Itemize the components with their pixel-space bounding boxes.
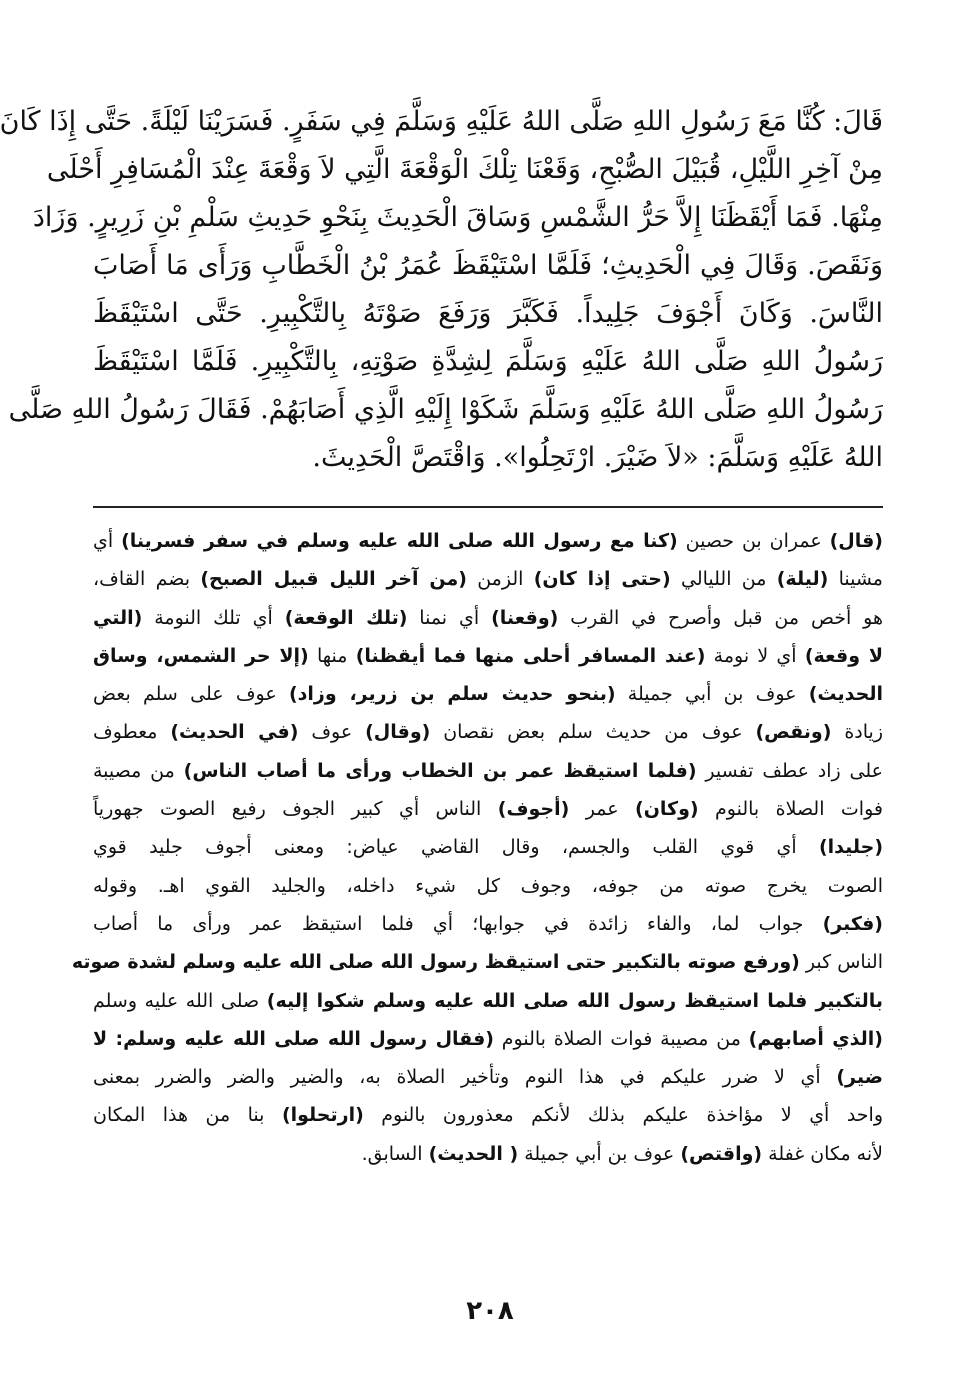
commentary-text: [71, 522, 883, 1173]
commentary-phrase: جواب لما، والفاء زائدة في جوابها؛ أي فلما استيقظ عمر ورأى ما أصاب: [93, 912, 823, 935]
commentary-phrase: صلى الله عليه وسلم: [93, 989, 267, 1012]
quoted-hadith-phrase: ( الحديث): [428, 1142, 519, 1165]
commentary-line: [93, 1096, 883, 1134]
quoted-hadith-phrase: الحديث): [808, 683, 883, 706]
commentary-phrase: الناس كبر: [799, 951, 883, 974]
commentary-phrase: عمران بن حصين: [677, 530, 830, 552]
commentary-phrase: معطوف: [93, 721, 171, 744]
commentary-line: [93, 713, 883, 751]
hadith-main-text: [0, 98, 883, 482]
commentary-phrase: الصوت يخرج صوته من جوفه، وجوف كل شيء داخله، والجليد القوي اهـ. وقوله: [93, 874, 883, 897]
main-text-line: قَالَ: كُنَّا مَعَ رَسُولِ اللهِ صَلَّى اللهُ عَلَيْهِ وَسَلَّمَ فِي سَفَرٍ. فَسَرَيْنَا لَيْلَةً. حَتَّى إِذَا كَانَ: [0, 106, 883, 137]
commentary-phrase: بضم القاف،: [93, 568, 201, 591]
commentary-phrase: على زاد عطف تفسير: [696, 759, 883, 782]
quoted-hadith-phrase: ضير): [836, 1066, 883, 1089]
commentary-phrase: بنا من هذا المكان: [93, 1104, 282, 1127]
quoted-hadith-phrase: (كنا مع رسول الله صلى الله عليه وسلم في سفر فسرينا): [121, 530, 678, 552]
commentary-phrase: زيادة: [831, 721, 883, 744]
commentary-line: [93, 522, 883, 560]
quoted-hadith-phrase: (ونقص): [755, 721, 832, 744]
commentary-phrase: عمر: [569, 798, 636, 821]
commentary-phrase: أي لا ضرر عليكم في هذا النوم وتأخير الصلاة به، والضير والضر والضرر بمعنى: [93, 1066, 837, 1089]
commentary-phrase: عوف بن أبي جميلة: [518, 1142, 681, 1165]
page-number: ٢٠٨: [466, 1296, 514, 1326]
commentary-phrase: مشينا: [828, 568, 883, 591]
main-text-line: رَسُولُ اللهِ صَلَّى اللهُ عَلَيْهِ وَسَلَّمَ لِشِدَّةِ صَوْتِهِ، بِالتَّكْبِيرِ. فَلَمَّا اسْتَيْقَظَ: [93, 346, 883, 377]
commentary-line: [93, 675, 883, 713]
commentary-phrase: فوات الصلاة بالنوم: [698, 798, 883, 821]
quoted-hadith-phrase: (وكان): [635, 798, 699, 821]
quoted-hadith-phrase: (عند المسافر أحلى منها فما أيقظنا): [355, 644, 706, 667]
commentary-phrase: هو أخص من قبل وأصرح في القرب: [558, 606, 883, 629]
quoted-hadith-phrase: (في الحديث): [170, 721, 299, 744]
quoted-hadith-phrase: (واقتص): [680, 1142, 763, 1165]
quoted-hadith-phrase: بالتكبير فلما استيقظ رسول الله صلى الله عليه وسلم شكوا إليه): [266, 989, 883, 1012]
quoted-hadith-phrase: (حتى إذا كان): [533, 568, 671, 591]
quoted-hadith-phrase: (ارتحلوا): [281, 1104, 364, 1127]
commentary-line: [93, 828, 883, 866]
quoted-hadith-phrase: (أجوف): [497, 798, 570, 821]
quoted-hadith-phrase: (جليدا): [818, 836, 883, 859]
commentary-line: [93, 752, 883, 790]
commentary-phrase: الزمن: [466, 568, 534, 591]
commentary-phrase: السابق.: [361, 1142, 429, 1165]
commentary-phrase: واحد أي لا مؤاخذة عليكم بذلك لأنكم معذورون بالنوم: [363, 1104, 883, 1127]
quoted-hadith-phrase: (تلك الوقعة): [284, 606, 408, 629]
main-text-line: مِنْهَا. فَمَا أَيْقَظَنَا إِلاَّ حَرُّ الشَّمْسِ وَسَاقَ الْحَدِيثَ بِنَحْوِ حَدِيثِ سَلْمِ بْنِ زَرِيرٍ. وَزَادَ: [32, 202, 883, 233]
quoted-hadith-phrase: (ليلة): [776, 568, 829, 591]
quoted-hadith-phrase: (بنحو حديث سلم بن زرير، وزاد): [288, 683, 616, 706]
commentary-line: [93, 867, 883, 905]
commentary-phrase: من الليالي: [670, 568, 777, 591]
commentary-phrase: الناس أي كبير الجوف رفيع الصوت جهورياً: [93, 798, 498, 821]
quoted-hadith-phrase: (ورفع صوته بالتكبير حتى استيقظ رسول الله صلى الله عليه وسلم لشدة صوته: [71, 951, 800, 974]
quoted-hadith-phrase: (فلما استيقظ عمر بن الخطاب ورأى ما أصاب الناس): [183, 759, 697, 782]
quoted-hadith-phrase: (إلا حر الشمس، وساق: [93, 644, 309, 667]
main-text-line: النَّاسَ. وَكَانَ أَجْوَفَ جَلِيداً. فَكَبَّرَ وَرَفَعَ صَوْتَهُ بِالتَّكْبِيرِ. حَتَّى اسْتَيْقَظَ: [93, 298, 883, 329]
main-text-line: وَنَقَصَ. وَقَالَ فِي الْحَدِيثِ؛ فَلَمَّا اسْتَيْقَظَ عُمَرُ بْنُ الْخَطَّابِ وَرَأَى مَا أَصَابَ: [93, 250, 883, 281]
section-divider: [93, 506, 883, 508]
quoted-hadith-phrase: (قال): [829, 530, 883, 552]
commentary-phrase: لأنه مكان غفلة: [762, 1142, 883, 1165]
quoted-hadith-phrase: (فكبر): [822, 912, 883, 935]
quoted-hadith-phrase: (وقال): [365, 721, 431, 744]
commentary-line: [93, 790, 883, 828]
commentary-line: [93, 905, 883, 943]
commentary-phrase: أي: [93, 530, 122, 552]
commentary-phrase: أي نمنا: [407, 606, 492, 629]
commentary-phrase: أي قوي القلب والجسم، وقال القاضي عياض: ومعنى أجوف جليد قوي: [93, 836, 819, 859]
commentary-line: [93, 982, 883, 1020]
commentary-phrase: منها: [308, 644, 356, 667]
quoted-hadith-phrase: (من آخر الليل قبيل الصبح): [200, 568, 467, 591]
commentary-phrase: عوف على سلم بعض: [93, 683, 289, 706]
main-text-line: اللهُ عَلَيْهِ وَسَلَّمَ: «لاَ ضَيْرَ. ارْتَحِلُوا». وَاقْتَصَّ الْحَدِيثَ.: [312, 442, 883, 473]
commentary-line: [93, 560, 883, 598]
commentary-phrase: من مصيبة: [93, 759, 184, 782]
commentary-phrase: عوف من حديث سلم بعض نقصان: [430, 721, 756, 744]
commentary-phrase: عوف: [298, 721, 366, 744]
main-text-line: مِنْ آخِرِ اللَّيْلِ، قُبَيْلَ الصُّبْحِ، وَقَعْنَا تِلْكَ الْوَقْعَةَ الَّتِي لاَ وَقْعَةَ عِنْدَ الْمُسَافِرِ أَحْلَى: [46, 154, 883, 185]
commentary-phrase: أي تلك النومة: [142, 606, 285, 629]
commentary-line: [93, 637, 883, 675]
commentary-phrase: أي لا نومة: [705, 644, 805, 667]
commentary-line: [93, 1058, 883, 1096]
commentary-line: [93, 1135, 883, 1173]
quoted-hadith-phrase: (الذي أصابهم): [748, 1027, 883, 1050]
main-text-line: رَسُولُ اللهِ صَلَّى اللهُ عَلَيْهِ وَسَلَّمَ شَكَوْا إِلَيْهِ الَّذِي أَصَابَهُمْ. فَقَالَ رَسُولُ اللهِ صَلَّى: [8, 394, 883, 425]
quoted-hadith-phrase: لا وقعة): [804, 644, 883, 667]
commentary-line: [93, 599, 883, 637]
quoted-hadith-phrase: (فقال رسول الله صلى الله عليه وسلم: لا: [93, 1027, 494, 1050]
commentary-phrase: عوف بن أبي جميلة: [615, 683, 809, 706]
commentary-line: [71, 943, 883, 981]
commentary-phrase: من مصيبة فوات الصلاة بالنوم: [493, 1027, 749, 1050]
quoted-hadith-phrase: (وقعنا): [491, 606, 559, 629]
commentary-line: [93, 1020, 883, 1058]
quoted-hadith-phrase: (التي: [93, 606, 143, 629]
